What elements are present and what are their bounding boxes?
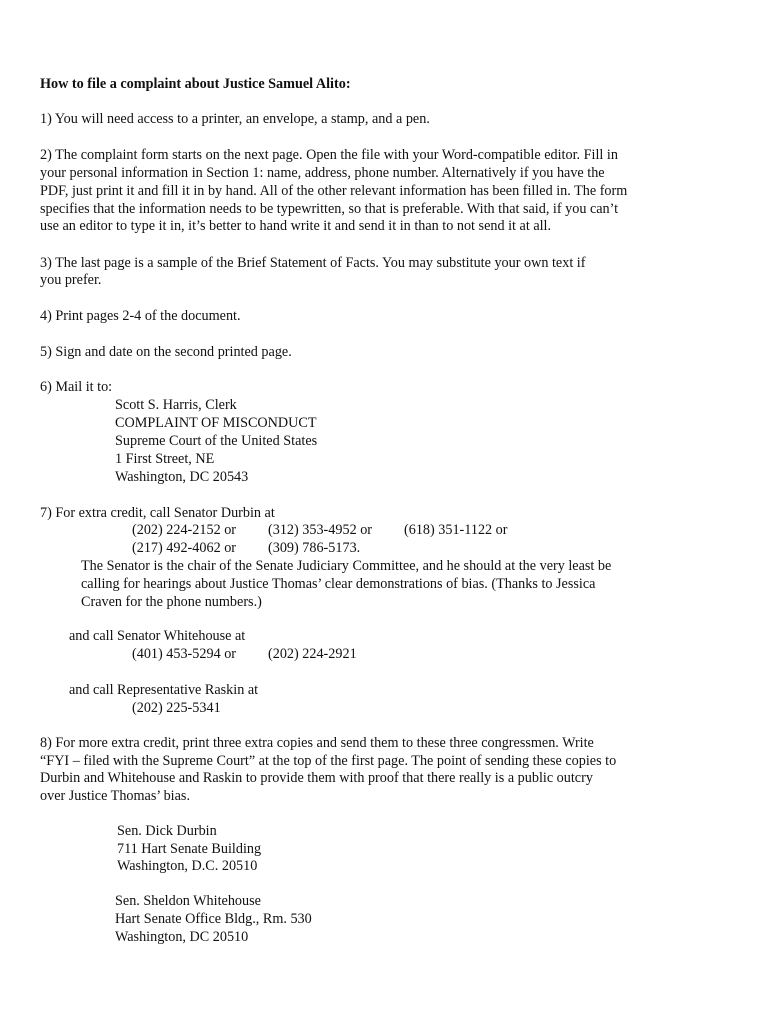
step-7-note-line: Craven for the phone numbers.) bbox=[81, 594, 262, 610]
durbin-address-line: 711 Hart Senate Building bbox=[117, 841, 262, 857]
clerk-address-line: Supreme Court of the United States bbox=[115, 433, 318, 449]
whitehouse-address-line: Hart Senate Office Bldg., Rm. 530 bbox=[115, 911, 312, 927]
step-2-line: your personal information in Section 1: name, address, phone number. Alternatively if you have the bbox=[40, 165, 605, 181]
clerk-address-line: Washington, DC 20543 bbox=[115, 469, 249, 485]
clerk-address-line: COMPLAINT OF MISCONDUCT bbox=[115, 415, 317, 431]
durbin-phone: (202) 224-2152 or bbox=[132, 522, 237, 538]
durbin-phone: (312) 353-4952 or bbox=[268, 522, 373, 538]
step-7-heading: 7) For extra credit, call Senator Durbin at bbox=[40, 505, 275, 521]
whitehouse-address-line: Sen. Sheldon Whitehouse bbox=[115, 893, 261, 909]
whitehouse-phone: (202) 224-2921 bbox=[268, 646, 357, 662]
step-8-line: Durbin and Whitehouse and Raskin to provide them with proof that there really is a public outcry bbox=[40, 770, 593, 786]
document-title: How to file a complaint about Justice Samuel Alito: bbox=[40, 76, 351, 92]
durbin-phone: (618) 351-1122 or bbox=[404, 522, 508, 538]
step-8-line: “FYI – filed with the Supreme Court” at the top of the first page. The point of sending these copies to bbox=[40, 753, 617, 769]
step-8-line: 8) For more extra credit, print three extra copies and send them to these three congressmen. Write bbox=[40, 735, 594, 751]
durbin-address-line: Sen. Dick Durbin bbox=[117, 823, 217, 839]
durbin-phone: (309) 786-5173. bbox=[268, 540, 361, 556]
step-2-line: specifies that the information needs to be typewritten, so that is preferable. With that said, if you can’t bbox=[40, 201, 619, 217]
durbin-phone: (217) 492-4062 or bbox=[132, 540, 237, 556]
step-2-line: 2) The complaint form starts on the next page. Open the file with your Word-compatible editor. Fill in bbox=[40, 147, 618, 163]
step-3-line: 3) The last page is a sample of the Brief Statement of Facts. You may substitute your own text if bbox=[40, 255, 586, 271]
step-8-line: over Justice Thomas’ bias. bbox=[40, 788, 190, 804]
clerk-address-line: Scott S. Harris, Clerk bbox=[115, 397, 237, 413]
raskin-heading: and call Representative Raskin at bbox=[69, 682, 259, 698]
raskin-phone: (202) 225-5341 bbox=[132, 700, 221, 716]
step-1-text: 1) You will need access to a printer, an envelope, a stamp, and a pen. bbox=[40, 111, 430, 127]
step-5-text: 5) Sign and date on the second printed page. bbox=[40, 344, 292, 360]
whitehouse-address-line: Washington, DC 20510 bbox=[115, 929, 249, 945]
step-3-line: you prefer. bbox=[40, 272, 102, 288]
clerk-address-line: 1 First Street, NE bbox=[115, 451, 215, 467]
step-4-text: 4) Print pages 2-4 of the document. bbox=[40, 308, 241, 324]
step-6-heading: 6) Mail it to: bbox=[40, 379, 113, 395]
step-2-line: PDF, just print it and fill it in by hand. All of the other relevant information has been filled in. The form bbox=[40, 183, 628, 199]
step-7-note-line: The Senator is the chair of the Senate Judiciary Committee, and he should at the very least be bbox=[81, 558, 612, 574]
step-2-line: use an editor to type it in, it’s better to hand write it and send it in than to not send it at all. bbox=[40, 218, 552, 234]
step-7-note-line: calling for hearings about Justice Thomas’ clear demonstrations of bias. (Thanks to Jessica bbox=[81, 576, 596, 592]
whitehouse-heading: and call Senator Whitehouse at bbox=[69, 628, 246, 644]
whitehouse-phone: (401) 453-5294 or bbox=[132, 646, 237, 662]
durbin-address-line: Washington, D.C. 20510 bbox=[117, 858, 258, 874]
